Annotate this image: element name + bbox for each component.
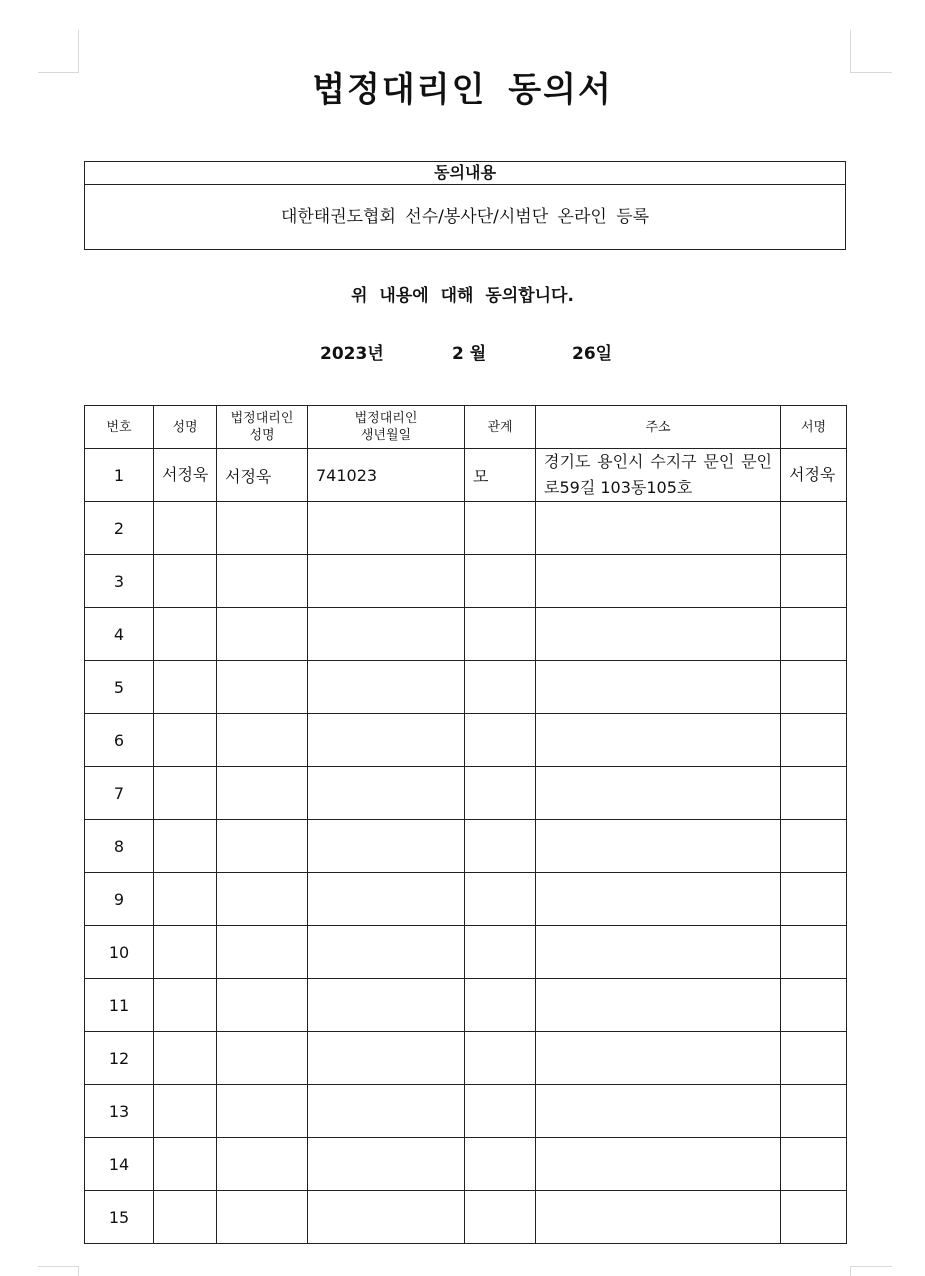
consent-box bbox=[84, 161, 846, 250]
table-row bbox=[85, 926, 847, 979]
cell-guardian-name bbox=[217, 502, 308, 555]
cell-relation bbox=[465, 767, 536, 820]
cell-signature bbox=[781, 873, 847, 926]
cell-relation bbox=[465, 714, 536, 767]
cell-address bbox=[536, 714, 781, 767]
table-row bbox=[85, 1138, 847, 1191]
table-row bbox=[85, 1085, 847, 1138]
cell-relation bbox=[465, 926, 536, 979]
header-guardian-birth-line1: 법정대리인 bbox=[354, 411, 418, 426]
cell-signature bbox=[781, 1138, 847, 1191]
cell-no: 11 bbox=[85, 979, 154, 1032]
cell-no: 14 bbox=[85, 1138, 154, 1191]
cell-signature bbox=[781, 767, 847, 820]
cell-address bbox=[536, 1138, 781, 1191]
header-address: 주소 bbox=[536, 406, 781, 449]
cell-guardian-name bbox=[217, 714, 308, 767]
cell-name bbox=[154, 820, 217, 873]
header-guardian-birth bbox=[308, 406, 465, 449]
cell-relation bbox=[465, 608, 536, 661]
cell-signature bbox=[781, 1085, 847, 1138]
cell-relation bbox=[465, 979, 536, 1032]
cell-no: 4 bbox=[85, 608, 154, 661]
cell-address bbox=[536, 555, 781, 608]
date-day: 26일 bbox=[572, 344, 613, 364]
consent-content: 대한태권도협회 선수/봉사단/시범단 온라인 등록 bbox=[280, 207, 650, 227]
cell-signature bbox=[781, 1032, 847, 1085]
cell-guardian-birth bbox=[308, 767, 465, 820]
cell-relation bbox=[465, 1138, 536, 1191]
cell-guardian-birth bbox=[308, 926, 465, 979]
cell-relation bbox=[465, 1085, 536, 1138]
cell-guardian-birth bbox=[308, 820, 465, 873]
table-row bbox=[85, 1032, 847, 1085]
cell-address bbox=[536, 661, 781, 714]
guardian-table bbox=[84, 405, 847, 1244]
cell-guardian-birth bbox=[308, 1191, 465, 1244]
cell-no: 12 bbox=[85, 1032, 154, 1085]
cell-guardian-birth bbox=[308, 555, 465, 608]
cell-address: 경기도 용인시 수지구 문인 문인로59길 103동105호 bbox=[536, 449, 781, 502]
cell-address bbox=[536, 608, 781, 661]
header-relation: 관계 bbox=[465, 406, 536, 449]
cell-name bbox=[154, 1138, 217, 1191]
cell-signature bbox=[781, 714, 847, 767]
cell-relation bbox=[465, 1191, 536, 1244]
cell-name bbox=[154, 1085, 217, 1138]
cell-signature bbox=[781, 1191, 847, 1244]
cell-relation bbox=[465, 502, 536, 555]
cell-name bbox=[154, 502, 217, 555]
cell-name bbox=[154, 714, 217, 767]
header-name: 성명 bbox=[154, 406, 217, 449]
cell-address bbox=[536, 767, 781, 820]
cell-signature bbox=[781, 502, 847, 555]
table-row bbox=[85, 661, 847, 714]
cell-guardian-name bbox=[217, 767, 308, 820]
cell-guardian-birth bbox=[308, 502, 465, 555]
cell-signature bbox=[781, 820, 847, 873]
cell-guardian-name bbox=[217, 820, 308, 873]
cell-signature bbox=[781, 661, 847, 714]
cell-no: 8 bbox=[85, 820, 154, 873]
cell-relation bbox=[465, 661, 536, 714]
cell-guardian-name bbox=[217, 608, 308, 661]
cell-relation bbox=[465, 873, 536, 926]
table-row bbox=[85, 1191, 847, 1244]
agreement-statement: 위 내용에 대해 동의합니다. bbox=[351, 286, 574, 306]
cell-guardian-name bbox=[217, 1191, 308, 1244]
date-year: 2023년 bbox=[320, 344, 384, 364]
cell-address bbox=[536, 1032, 781, 1085]
cell-guardian-birth: 741023 bbox=[308, 449, 465, 502]
cell-address bbox=[536, 820, 781, 873]
cell-guardian-name bbox=[217, 661, 308, 714]
cell-guardian-name bbox=[217, 873, 308, 926]
cell-relation bbox=[465, 820, 536, 873]
cell-name bbox=[154, 1032, 217, 1085]
cell-guardian-birth bbox=[308, 873, 465, 926]
cell-no: 7 bbox=[85, 767, 154, 820]
cell-guardian-birth bbox=[308, 661, 465, 714]
table-row bbox=[85, 714, 847, 767]
cell-name bbox=[154, 873, 217, 926]
cell-guardian-name bbox=[217, 979, 308, 1032]
cell-no: 1 bbox=[85, 449, 154, 502]
cell-name bbox=[154, 608, 217, 661]
cell-address bbox=[536, 979, 781, 1032]
table-row bbox=[85, 555, 847, 608]
cell-no: 9 bbox=[85, 873, 154, 926]
cell-address bbox=[536, 873, 781, 926]
cell-no: 13 bbox=[85, 1085, 154, 1138]
cell-signature: 서정욱 bbox=[781, 449, 847, 502]
cell-name bbox=[154, 926, 217, 979]
cell-guardian-name: 서정욱 bbox=[217, 449, 308, 502]
table-row bbox=[85, 979, 847, 1032]
cell-no: 5 bbox=[85, 661, 154, 714]
header-guardian-birth-line2: 생년월일 bbox=[360, 428, 412, 443]
header-guardian-name bbox=[217, 406, 308, 449]
cell-signature bbox=[781, 979, 847, 1032]
cell-signature bbox=[781, 555, 847, 608]
cell-guardian-birth bbox=[308, 1085, 465, 1138]
cell-address bbox=[536, 926, 781, 979]
header-no: 번호 bbox=[85, 406, 154, 449]
table-row bbox=[85, 608, 847, 661]
cell-no: 10 bbox=[85, 926, 154, 979]
cell-relation bbox=[465, 1032, 536, 1085]
cell-guardian-name bbox=[217, 1032, 308, 1085]
cell-guardian-birth bbox=[308, 714, 465, 767]
header-signature: 서명 bbox=[781, 406, 847, 449]
table-row bbox=[85, 449, 847, 502]
cell-address bbox=[536, 502, 781, 555]
cell-guardian-birth bbox=[308, 1032, 465, 1085]
cell-no: 15 bbox=[85, 1191, 154, 1244]
cell-name bbox=[154, 767, 217, 820]
cell-address bbox=[536, 1191, 781, 1244]
table-row bbox=[85, 873, 847, 926]
header-guardian-name-line2: 성명 bbox=[249, 428, 275, 443]
table-row bbox=[85, 767, 847, 820]
cell-guardian-birth bbox=[308, 608, 465, 661]
cell-no: 6 bbox=[85, 714, 154, 767]
cell-no: 3 bbox=[85, 555, 154, 608]
cell-guardian-name bbox=[217, 926, 308, 979]
cell-guardian-birth bbox=[308, 1138, 465, 1191]
cell-name: 서정욱 bbox=[154, 449, 217, 502]
cell-name bbox=[154, 1191, 217, 1244]
table-row bbox=[85, 502, 847, 555]
cell-guardian-birth bbox=[308, 979, 465, 1032]
cell-signature bbox=[781, 926, 847, 979]
cell-no: 2 bbox=[85, 502, 154, 555]
cell-address bbox=[536, 1085, 781, 1138]
cell-relation bbox=[465, 555, 536, 608]
cell-guardian-name bbox=[217, 1138, 308, 1191]
cell-name bbox=[154, 979, 217, 1032]
consent-heading: 동의내용 bbox=[85, 162, 845, 185]
cell-name bbox=[154, 555, 217, 608]
cell-name bbox=[154, 661, 217, 714]
cell-signature bbox=[781, 608, 847, 661]
table-header-row bbox=[85, 406, 847, 449]
cell-guardian-name bbox=[217, 555, 308, 608]
date-month: 2 월 bbox=[452, 344, 487, 364]
cell-relation: 모 bbox=[465, 449, 536, 502]
cell-guardian-name bbox=[217, 1085, 308, 1138]
table-row bbox=[85, 820, 847, 873]
header-guardian-name-line1: 법정대리인 bbox=[230, 411, 294, 426]
document-title: 법정대리인 동의서 bbox=[312, 70, 613, 110]
